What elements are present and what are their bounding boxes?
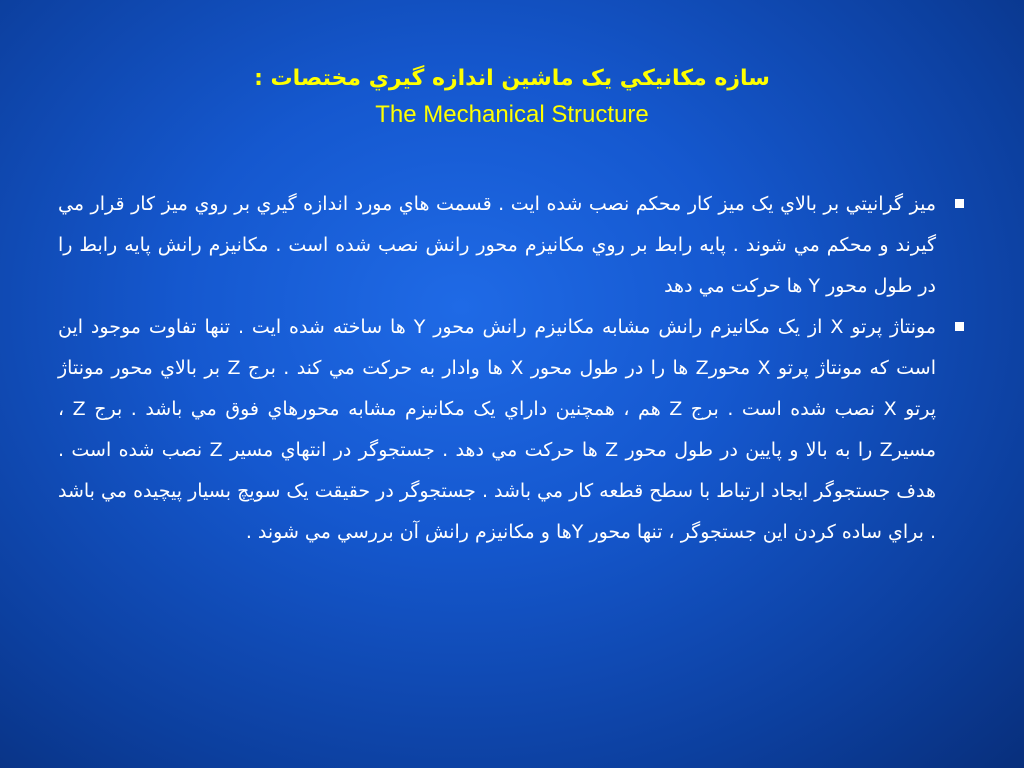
- bullet-text: مونتاژ پرتو X از يک مکانيزم رانش مشابه مکانيزم رانش محور Y ها ساخته شده ايت . تنها تفاوت موجود اين است که مونتاژ پرتو X محورZ ها را در طول محور X ها وادار به حرکت مي کند . برج Z بر بالاي محور مونتاژ پرتو X نصب شده است . برج Z هم ، همچنين داراي يک مکانيزم مشابه محورهاي فوق مي باشد . برج Z ، مسيرZ را به بالا و پايين در طول محور Z ها حرکت مي دهد . جستجوگر در انتهاي مسير Z نصب شده است . هدف جستجوگر ايجاد ارتباط با سطح قطعه کار مي باشد . جستجوگر در حقيقت يک سويچ بسيار پيچيده مي باشد . براي ساده کردن اين جستجوگر ، تنها محور Yها و مکانيزم رانش آن بررسي مي شوند .: [58, 316, 937, 543]
- square-bullet-icon: [955, 199, 964, 208]
- bullet-item: [58, 184, 964, 307]
- square-bullet-icon: [955, 322, 964, 331]
- bullet-text: ميز گرانيتي بر بالاي يک ميز کار محکم نصب شده ايت . قسمت هاي مورد اندازه گيري بر روي ميز کار قرار مي گيرند و محکم مي شوند . پايه رابط بر روي مکانيزم محور رانش نصب شده است . مکانيزم رانش پايه رابط را در طول محور Y ها حرکت مي دهد: [58, 193, 936, 297]
- bullet-item: [58, 307, 964, 553]
- slide-title-english: The Mechanical Structure: [375, 101, 649, 128]
- title-block: [0, 62, 1024, 132]
- slide-body: [58, 184, 964, 553]
- slide-title-persian: سازه مکانيکي يک ماشين اندازه گيري مختصات :: [254, 66, 770, 91]
